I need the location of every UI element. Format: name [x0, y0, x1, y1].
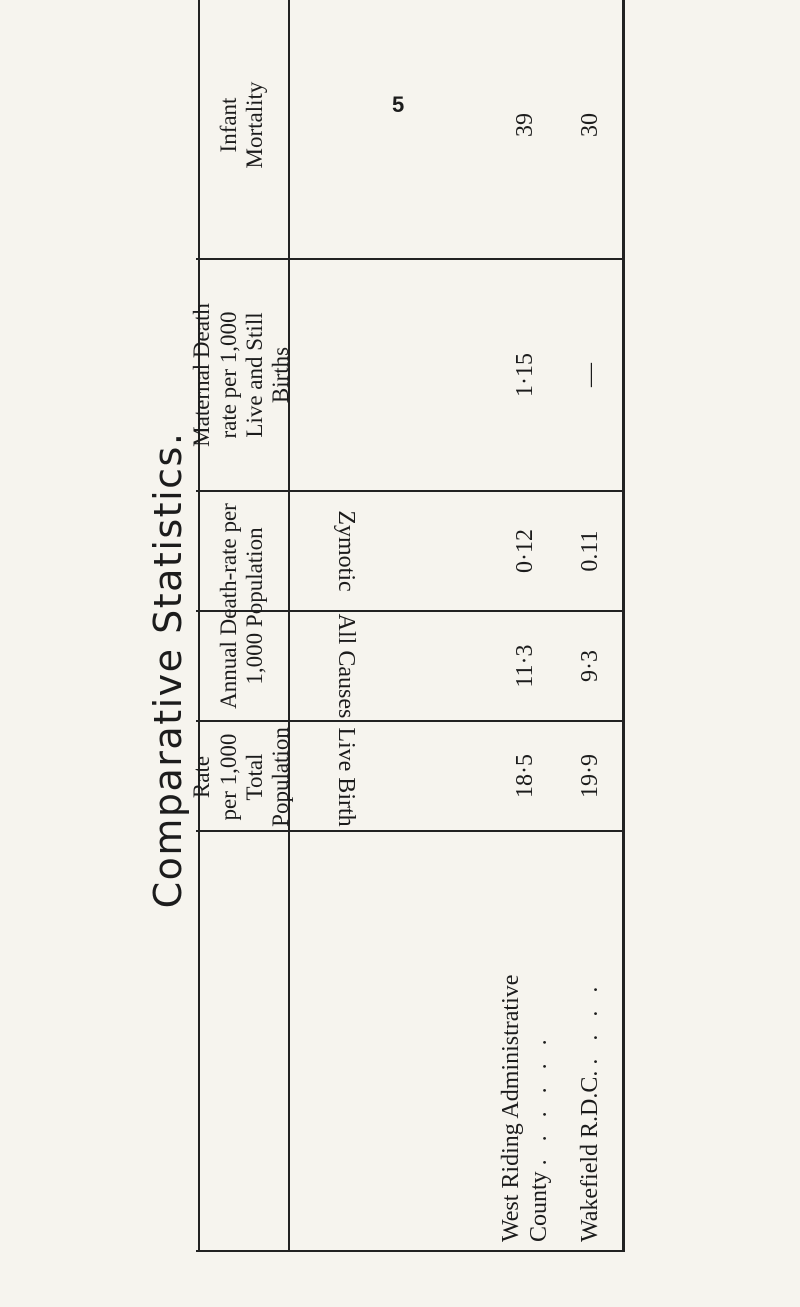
- value-maternal-death-rate: 1·15: [512, 353, 539, 397]
- value-infant-mortality: 30: [577, 113, 604, 137]
- header-all-causes: All Causes: [332, 613, 359, 719]
- header-live-birth: Live Birth: [332, 727, 359, 827]
- table-rule: [622, 0, 625, 1252]
- value-all-causes: 9·3: [577, 650, 604, 682]
- row-label-west-riding: West Riding Administrative County . . . . . .: [498, 974, 552, 1242]
- page-number: 5: [392, 92, 405, 117]
- value-live-birth-rate: 19·9: [577, 754, 604, 798]
- header-maternal-death-rate: Maternal Death rate per 1,000 Live and Still Births: [189, 303, 294, 447]
- value-maternal-death-rate: —: [577, 363, 604, 387]
- header-live-birth-rate: Rate per 1,000 Total Population: [189, 727, 294, 827]
- header-infant-mortality: Infant Mortality: [215, 81, 267, 169]
- value-zymotic: 0.11: [577, 530, 604, 572]
- value-all-causes: 11·3: [512, 644, 539, 688]
- table-rule: [196, 1250, 625, 1252]
- value-infant-mortality: 39: [512, 113, 539, 137]
- value-zymotic: 0·12: [512, 529, 539, 573]
- header-annual-death-rate: Annual Death-rate per 1,000 Population: [215, 503, 267, 709]
- header-zymotic: Zymotic: [332, 510, 359, 592]
- value-live-birth-rate: 18·5: [512, 754, 539, 798]
- statistics-table: [189, 0, 628, 1252]
- page-title: Comparative Statistics.: [146, 431, 190, 909]
- row-label-wakefield: Wakefield R.D.C. . . . .: [577, 980, 604, 1242]
